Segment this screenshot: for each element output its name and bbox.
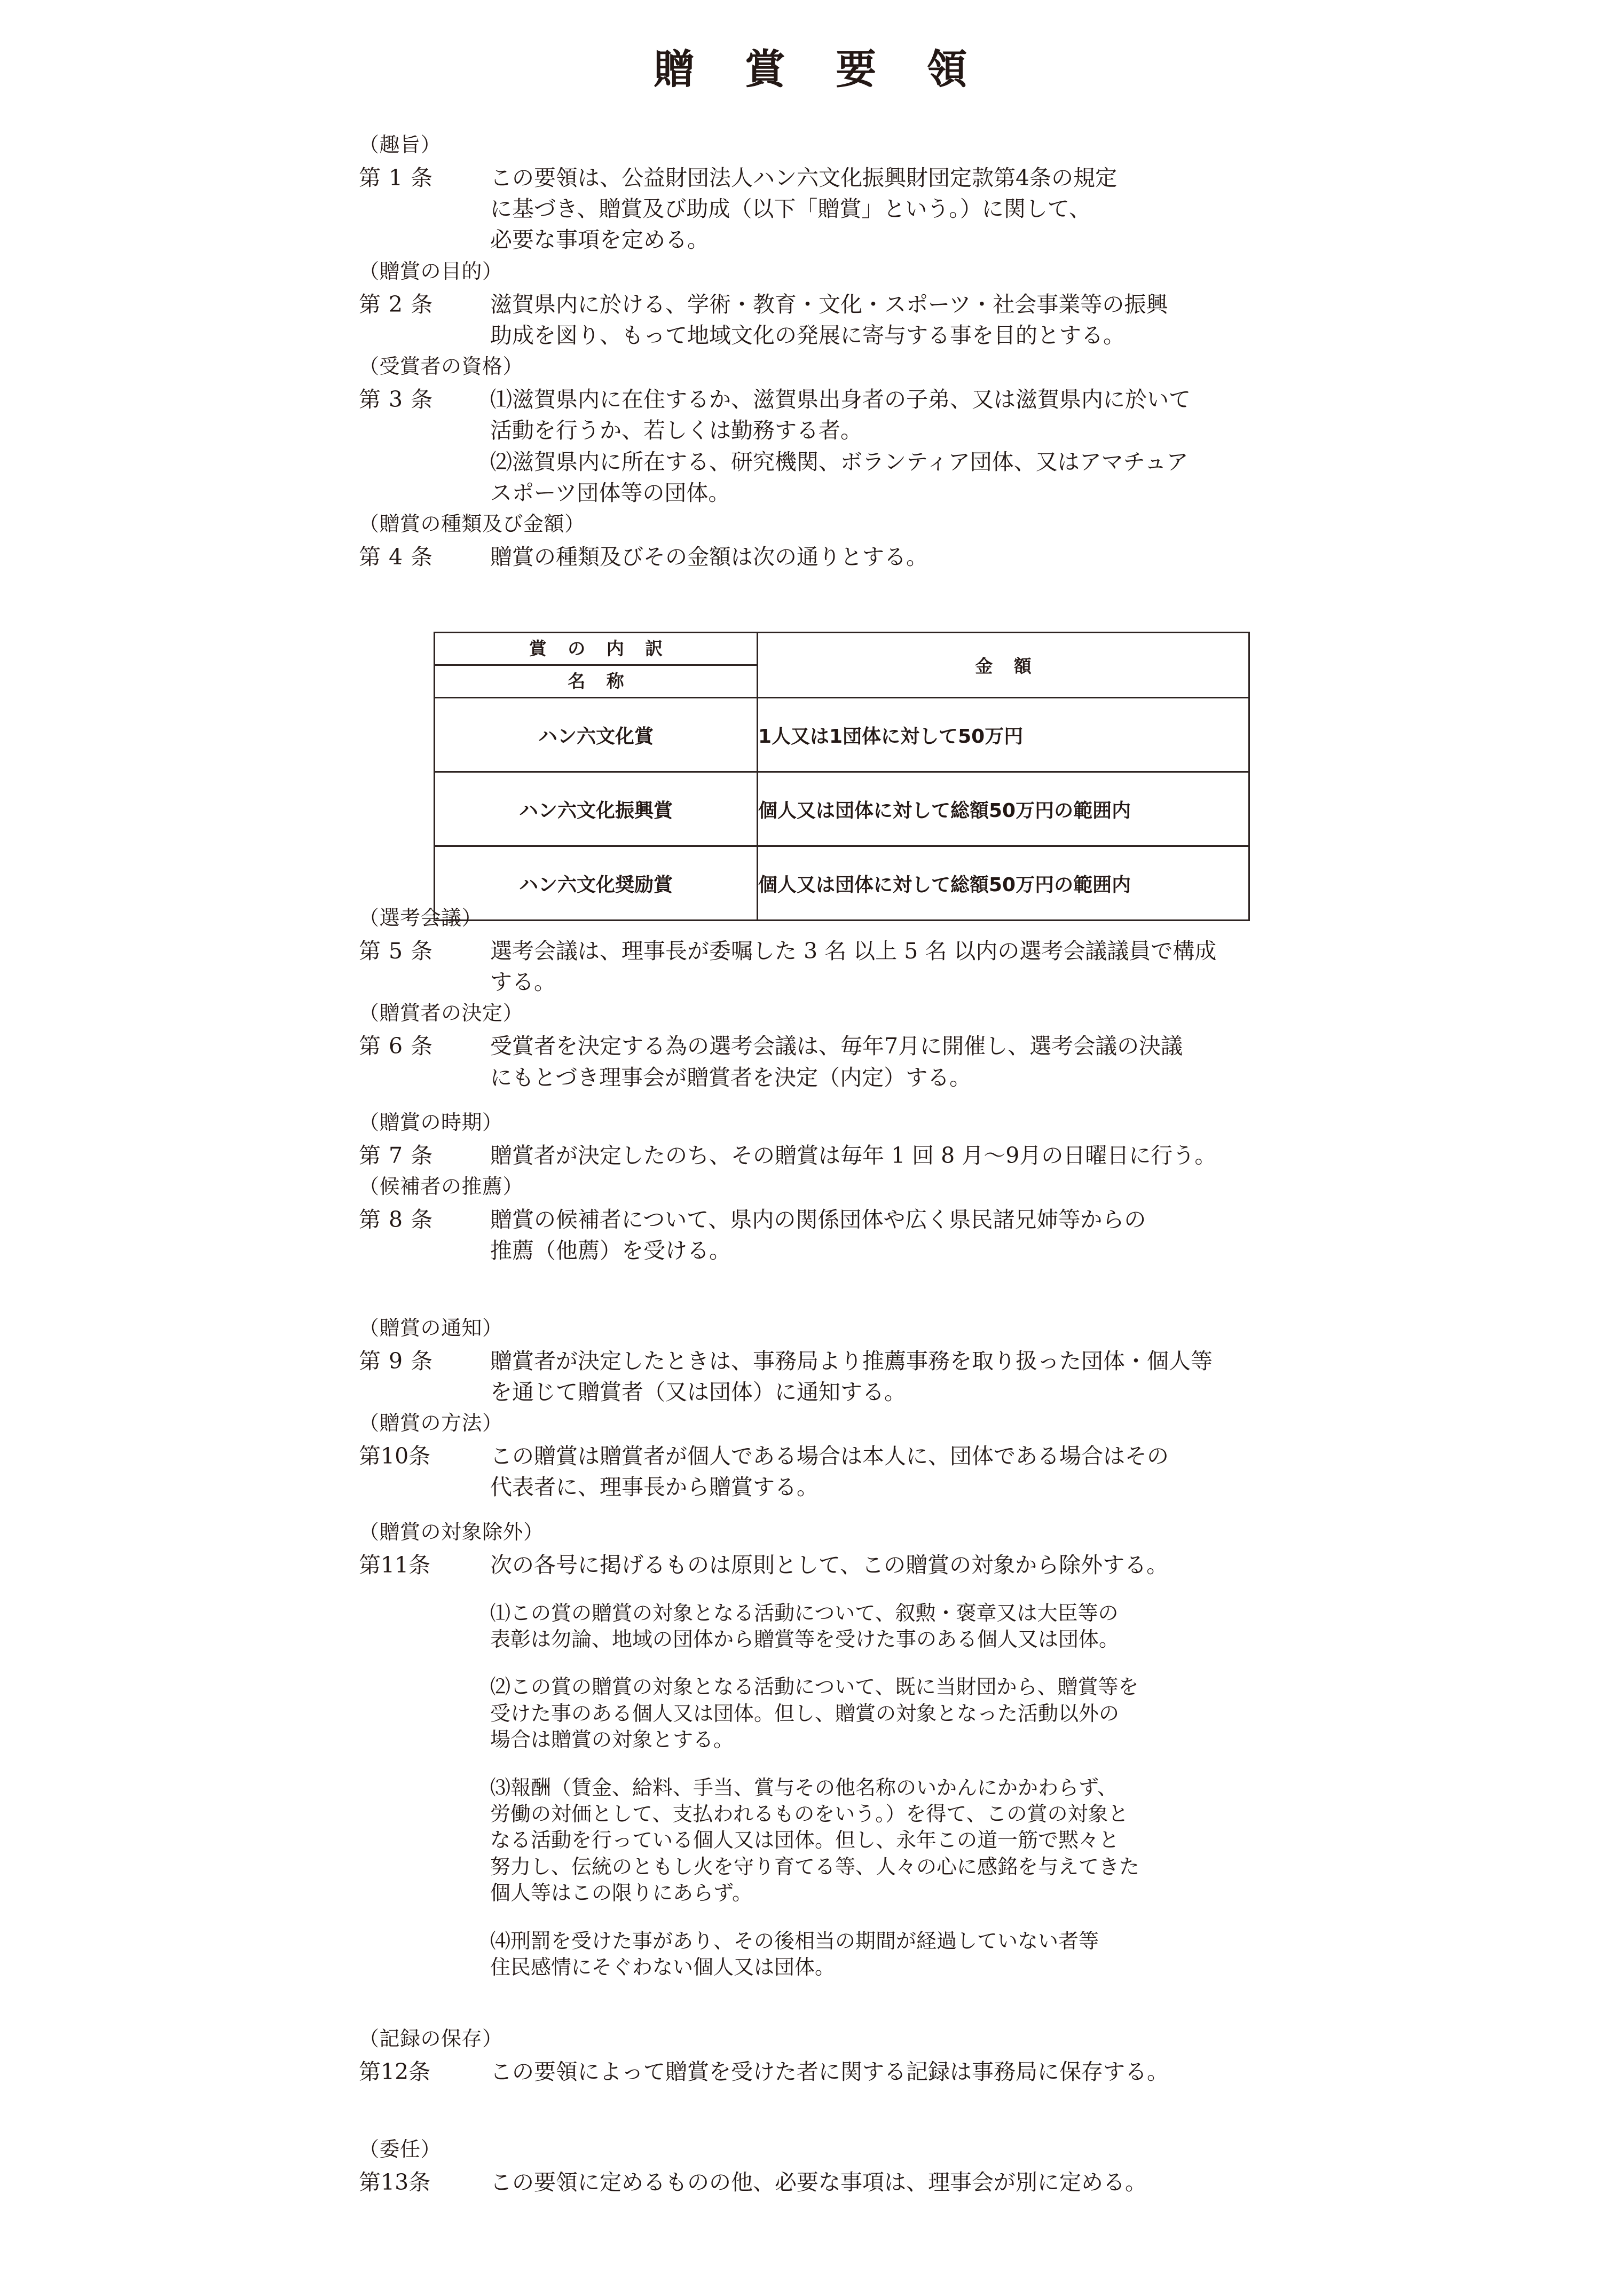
article-9-label: 第 9 条 xyxy=(359,1348,434,1374)
table-header-group: 賞 の 内 訳 xyxy=(435,633,758,665)
article-8 xyxy=(359,1204,1576,1266)
article-1-line-3: 必要な事項を定める。 xyxy=(490,227,709,253)
article-13-line-1: この要領に定めるものの他、必要な事項は、理事会が別に定める。 xyxy=(490,2169,1147,2195)
article-12-line-1: この要領によって贈賞を受けた者に関する記録は事務局に保存する。 xyxy=(490,2059,1169,2085)
article-11-body xyxy=(490,1550,1576,1581)
article-10-line-2: 代表者に、理事長から贈賞する。 xyxy=(490,1474,819,1500)
article-3 xyxy=(359,384,1576,508)
article-8-body xyxy=(490,1204,1576,1266)
article-13-label: 第13条 xyxy=(359,2169,431,2195)
article-1-label: 第 1 条 xyxy=(359,165,434,191)
article-9 xyxy=(359,1346,1576,1408)
section-heading-purpose: （趣旨） xyxy=(359,133,442,156)
article-7-line-1: 贈賞者が決定したのち、その贈賞は毎年 1 回 8 月～9月の日曜日に行う。 xyxy=(490,1142,1217,1168)
article-11-line-1: 次の各号に掲げるものは原則として、この贈賞の対象から除外する。 xyxy=(490,1552,1169,1578)
article-1 xyxy=(359,162,1576,256)
article-11-subclause-1-line-2: 表彰は勿論、地域の団体から贈賞等を受けた事のある個人又は団体。 xyxy=(490,1627,1120,1652)
award-amount-1: 1人又は1団体に対して50万円 xyxy=(758,698,1249,772)
article-11-subclause-2-line-1: ⑵この賞の贈賞の対象となる活動について、既に当財団から、贈賞等を xyxy=(490,1675,1139,1699)
article-4 xyxy=(359,541,1576,572)
article-5-line-2: する。 xyxy=(490,969,556,995)
article-3-label: 第 3 条 xyxy=(359,387,434,413)
award-table xyxy=(434,632,1250,921)
table-header-name: 名 称 xyxy=(435,665,758,698)
article-12-label: 第12条 xyxy=(359,2059,431,2085)
article-7-body xyxy=(490,1140,1576,1171)
article-2-line-2: 助成を図り、もって地域文化の発展に寄与する事を目的とする。 xyxy=(490,322,1125,348)
award-name-3: ハン六文化奨励賞 xyxy=(435,846,758,921)
award-name-2: ハン六文化振興賞 xyxy=(435,772,758,846)
article-10-label: 第10条 xyxy=(359,1443,431,1469)
section-heading-exclusions: （贈賞の対象除外） xyxy=(359,1520,544,1544)
section-heading-award-method: （贈賞の方法） xyxy=(359,1411,503,1435)
article-2-body xyxy=(490,289,1576,351)
article-9-body xyxy=(490,1346,1576,1408)
spacer xyxy=(359,1098,1576,1112)
spacer xyxy=(359,1272,1576,1318)
article-3-line-1: ⑴滋賀県内に在住するか、滋賀県出身者の子弟、又は滋賀県内に於いて xyxy=(490,387,1191,413)
article-2-line-1: 滋賀県内に於ける、学術・教育・文化・スポーツ・社会事業等の振興 xyxy=(490,291,1168,317)
article-6-line-2: にもとづき理事会が贈賞者を決定（内定）する。 xyxy=(490,1064,972,1090)
article-9-line-1: 贈賞者が決定したときは、事務局より推薦事務を取り扱った団体・個人等 xyxy=(490,1348,1213,1374)
article-5-label: 第 5 条 xyxy=(359,938,434,964)
spacer xyxy=(359,2093,1576,2139)
article-13-body xyxy=(490,2167,1576,2198)
article-6-label: 第 6 条 xyxy=(359,1033,434,1059)
document-body-upper xyxy=(359,135,1576,578)
article-5-body xyxy=(490,935,1576,997)
article-11-subclause-2-line-3: 場合は贈賞の対象とする。 xyxy=(490,1728,734,1752)
award-name-1: ハン六文化賞 xyxy=(435,698,758,772)
article-7 xyxy=(359,1140,1576,1171)
page-title: 贈 賞 要 領 xyxy=(654,45,986,93)
section-heading-notification: （贈賞の通知） xyxy=(359,1316,503,1340)
article-11-subclause-3-line-3: なる活動を行っている個人又は団体。但し、永年この道一筋で黙々と xyxy=(490,1828,1120,1852)
article-3-line-2: 活動を行うか、若しくは勤務する者。 xyxy=(490,418,862,444)
spacer xyxy=(359,1586,1576,1600)
table-header-row-group xyxy=(435,633,1249,665)
section-heading-selection-meeting: （選考会議） xyxy=(359,906,483,930)
article-2 xyxy=(359,289,1576,351)
article-11-subclause-2 xyxy=(490,1674,1576,1753)
article-9-line-2: を通じて贈賞者（又は団体）に通知する。 xyxy=(490,1379,906,1405)
table-header-amount: 金 額 xyxy=(758,633,1249,698)
section-heading-nomination: （候補者の推薦） xyxy=(359,1175,524,1199)
article-11-subclause-1 xyxy=(490,1600,1576,1653)
article-1-body xyxy=(490,162,1576,256)
table-row xyxy=(435,698,1249,772)
article-4-line-1: 贈賞の種類及びその金額は次の通りとする。 xyxy=(490,544,928,570)
article-11-subclause-3 xyxy=(490,1775,1576,1907)
award-table-container xyxy=(434,632,1248,921)
article-11-label: 第11条 xyxy=(359,1552,431,1578)
article-6-line-1: 受賞者を決定する為の選考会議は、毎年7月に開催し、選考会議の決議 xyxy=(490,1033,1183,1059)
article-7-label: 第 7 条 xyxy=(359,1142,434,1168)
article-11-subclause-2-line-2: 受けた事のある個人又は団体。但し、贈賞の対象となった活動以外の xyxy=(490,1701,1120,1725)
spacer xyxy=(359,2002,1576,2028)
article-10 xyxy=(359,1441,1576,1503)
article-3-line-4: スポーツ団体等の団体。 xyxy=(490,479,730,506)
award-amount-3: 個人又は団体に対して総額50万円の範囲内 xyxy=(758,846,1249,921)
article-11-subclause-4-line-1: ⑷刑罰を受けた事があり、その後相当の期間が経過していない者等 xyxy=(490,1929,1099,1953)
article-1-line-1: この要領は、公益財団法人ハン六文化振興財団定款第4条の規定 xyxy=(490,165,1118,191)
article-11-subclause-3-line-1: ⑶報酬（賃金、給料、手当、賞与その他名称のいかんにかかわらず、 xyxy=(490,1775,1118,1799)
article-10-body xyxy=(490,1441,1576,1503)
article-5 xyxy=(359,935,1576,997)
article-8-line-1: 贈賞の候補者について、県内の関係団体や広く県民諸兄姉等からの xyxy=(490,1207,1146,1233)
article-4-label: 第 4 条 xyxy=(359,544,434,570)
section-heading-award-timing: （贈賞の時期） xyxy=(359,1110,503,1134)
section-heading-award-types: （贈賞の種類及び金額） xyxy=(359,512,585,536)
section-heading-recipient-decision: （贈賞者の決定） xyxy=(359,1001,524,1025)
article-11-subclause-3-line-4: 努力し、伝統のともし火を守り育てる等、人々の心に感銘を与えてきた xyxy=(490,1854,1140,1878)
article-6-body xyxy=(490,1031,1576,1092)
article-11-subclause-4-line-2: 住民感情にそぐわない個人又は団体。 xyxy=(490,1955,836,1979)
document-body-lower xyxy=(359,908,1576,2203)
section-heading-delegation: （委任） xyxy=(359,2137,442,2161)
article-2-label: 第 2 条 xyxy=(359,291,434,317)
table-row xyxy=(435,772,1249,846)
article-10-line-1: この贈賞は贈賞者が個人である場合は本人に、団体である場合はその xyxy=(490,1443,1169,1469)
article-12-body xyxy=(490,2056,1576,2087)
article-11-subclause-4 xyxy=(490,1928,1576,1981)
article-11-subclause-3-line-2: 労働の対価として、支払われるものをいう。）を得て、この賞の対象と xyxy=(490,1802,1129,1826)
article-5-line-1: 選考会議は、理事長が委嘱した 3 名 以上 5 名 以内の選考会議議員で構成 xyxy=(490,938,1217,964)
award-amount-2: 個人又は団体に対して総額50万円の範囲内 xyxy=(758,772,1249,846)
article-11-subclause-3-line-5: 個人等はこの限りにあらず。 xyxy=(490,1881,752,1905)
article-4-body xyxy=(490,541,1576,572)
article-8-line-2: 推薦（他薦）を受ける。 xyxy=(490,1238,731,1264)
article-13 xyxy=(359,2167,1576,2198)
article-6 xyxy=(359,1031,1576,1092)
article-11 xyxy=(359,1550,1576,1581)
section-heading-record-keeping: （記録の保存） xyxy=(359,2027,503,2051)
section-heading-eligibility: （受賞者の資格） xyxy=(359,355,524,379)
article-3-line-3: ⑵滋賀県内に所在する、研究機関、ボランティア団体、又はアマチュア xyxy=(490,449,1189,475)
article-11-subclause-1-line-1: ⑴この賞の贈賞の対象となる活動について、叙勲・褒章又は大臣等の xyxy=(490,1601,1119,1625)
article-1-line-2: に基づき、贈賞及び助成（以下「贈賞」という。）に関して、 xyxy=(490,196,1091,222)
article-8-label: 第 8 条 xyxy=(359,1207,434,1233)
section-heading-objective: （贈賞の目的） xyxy=(359,259,503,283)
article-12 xyxy=(359,2056,1576,2087)
article-3-body xyxy=(490,384,1576,508)
